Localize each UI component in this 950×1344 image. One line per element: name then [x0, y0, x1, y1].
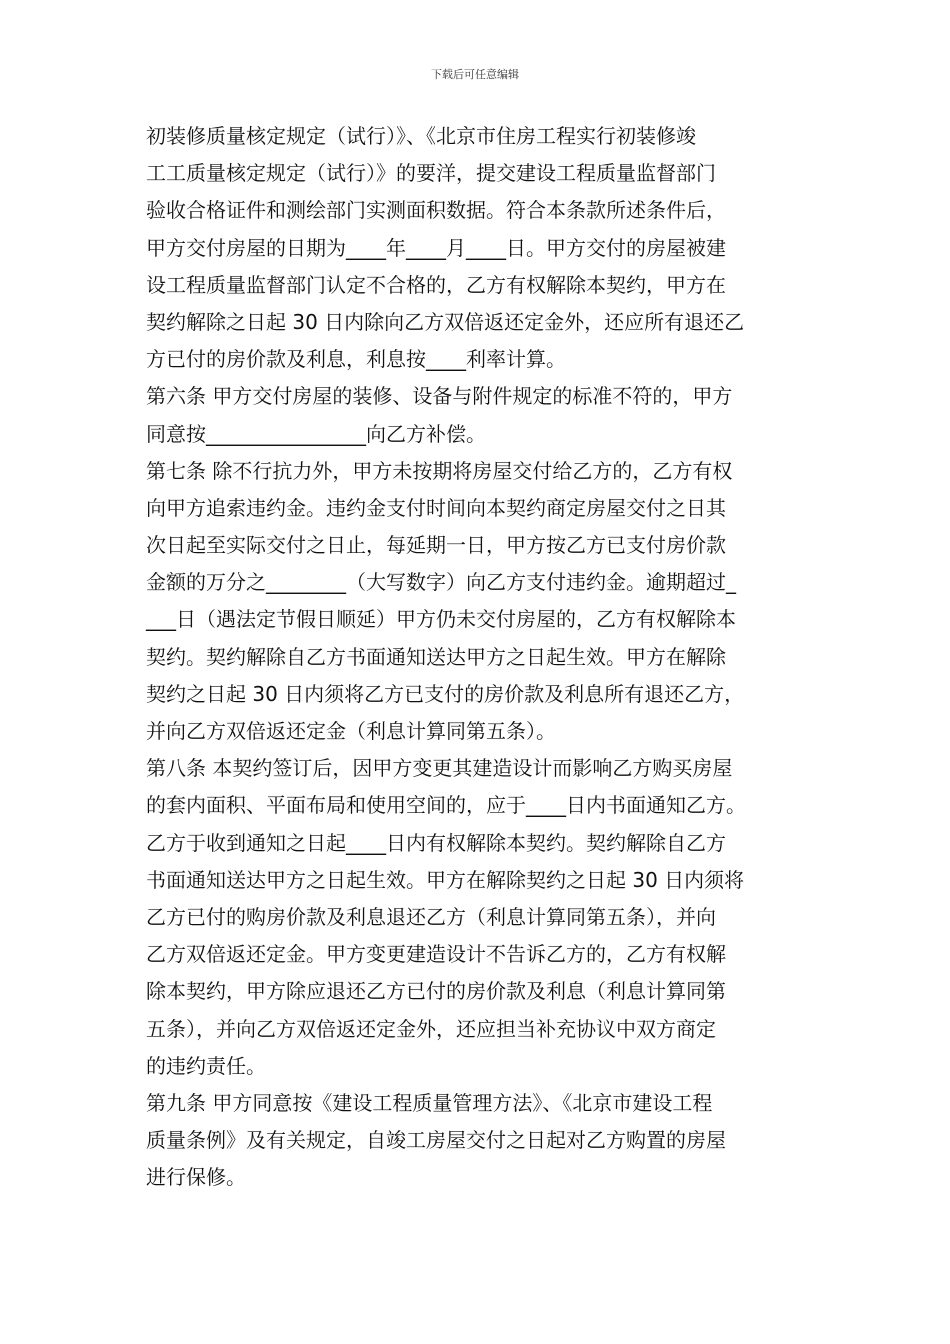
text-line: 契约。契约解除自乙方书面通知送达甲方之日起生效。甲方在解除: [146, 644, 726, 669]
text-line: 契约解除之日起 30 日内除向乙方双倍返还定金外，还应所有退还乙: [146, 309, 745, 334]
text-line: 乙方双倍返还定金。甲方变更建造设计不告诉乙方的，乙方有权解: [146, 942, 726, 967]
text-line: 的套内面积、平面布局和使用空间的，应于____日内书面通知乙方。: [146, 793, 746, 818]
text-line: 工工质量核定规定（试行）》的要洋，提交建设工程质量监督部门: [146, 161, 716, 186]
text-line: 验收合格证件和测绘部门实测面积数据。符合本条款所述条件后，: [146, 198, 726, 223]
article-9-line: 第九条 甲方同意按《建设工程质量管理方法》、《北京市建设工程: [146, 1090, 713, 1115]
text-line: 金额的万分之________（大写数字）向乙方支付违约金。逾期超过_: [146, 570, 736, 595]
text-line: 方已付的房价款及利息，利息按____利率计算。: [146, 347, 566, 372]
text-line: ___日（遇法定节假日顺延）甲方仍未交付房屋的，乙方有权解除本: [146, 607, 736, 632]
text-line: 甲方交付房屋的日期为____年____月____日。甲方交付的房屋被建: [146, 235, 726, 260]
text-line: 除本契约，甲方除应退还乙方已付的房价款及利息（利息计算同第: [146, 979, 726, 1004]
page-header-note: 下载后可任意编辑: [431, 68, 519, 81]
text-line: 设工程质量监督部门认定不合格的，乙方有权解除本契约，甲方在: [146, 272, 726, 297]
text-line: 乙方于收到通知之日起____日内有权解除本契约。契约解除自乙方: [146, 830, 726, 855]
document-body: [146, 118, 846, 1196]
article-7-line: 第七条 除不行抗力外，甲方未按期将房屋交付给乙方的，乙方有权: [146, 458, 733, 483]
text-line: 乙方已付的购房价款及利息退还乙方（利息计算同第五条），并向: [146, 904, 716, 929]
text-line: 初装修质量核定规定（试行）》、《北京市住房工程实行初装修竣: [146, 124, 696, 148]
text-line: 五条），并向乙方双倍返还定金外，还应担当补充协议中双方商定: [146, 1016, 716, 1041]
text-line: 书面通知送达甲方之日起生效。甲方在解除契约之日起 30 日内须将: [146, 867, 745, 892]
text-line: 向甲方追索违约金。违约金支付时间向本契约商定房屋交付之日其: [146, 495, 726, 520]
text-line: 契约之日起 30 日内须将乙方已支付的房价款及利息所有退还乙方，: [146, 681, 745, 706]
text-line: 进行保修。: [146, 1165, 246, 1190]
text-line: 同意按________________向乙方补偿。: [146, 421, 486, 446]
text-line: 次日起至实际交付之日止，每延期一日，甲方按乙方已支付房价款: [146, 533, 726, 558]
article-6-line: 第六条 甲方交付房屋的装修、设备与附件规定的标准不符的，甲方: [146, 384, 733, 409]
text-line: 质量条例》及有关规定，自竣工房屋交付之日起对乙方购置的房屋: [146, 1128, 726, 1153]
article-8-line: 第八条 本契约签订后，因甲方变更其建造设计而影响乙方购买房屋: [146, 756, 733, 781]
text-line: 并向乙方双倍返还定金（利息计算同第五条）。: [146, 719, 556, 743]
text-line: 的违约责任。: [146, 1053, 266, 1078]
